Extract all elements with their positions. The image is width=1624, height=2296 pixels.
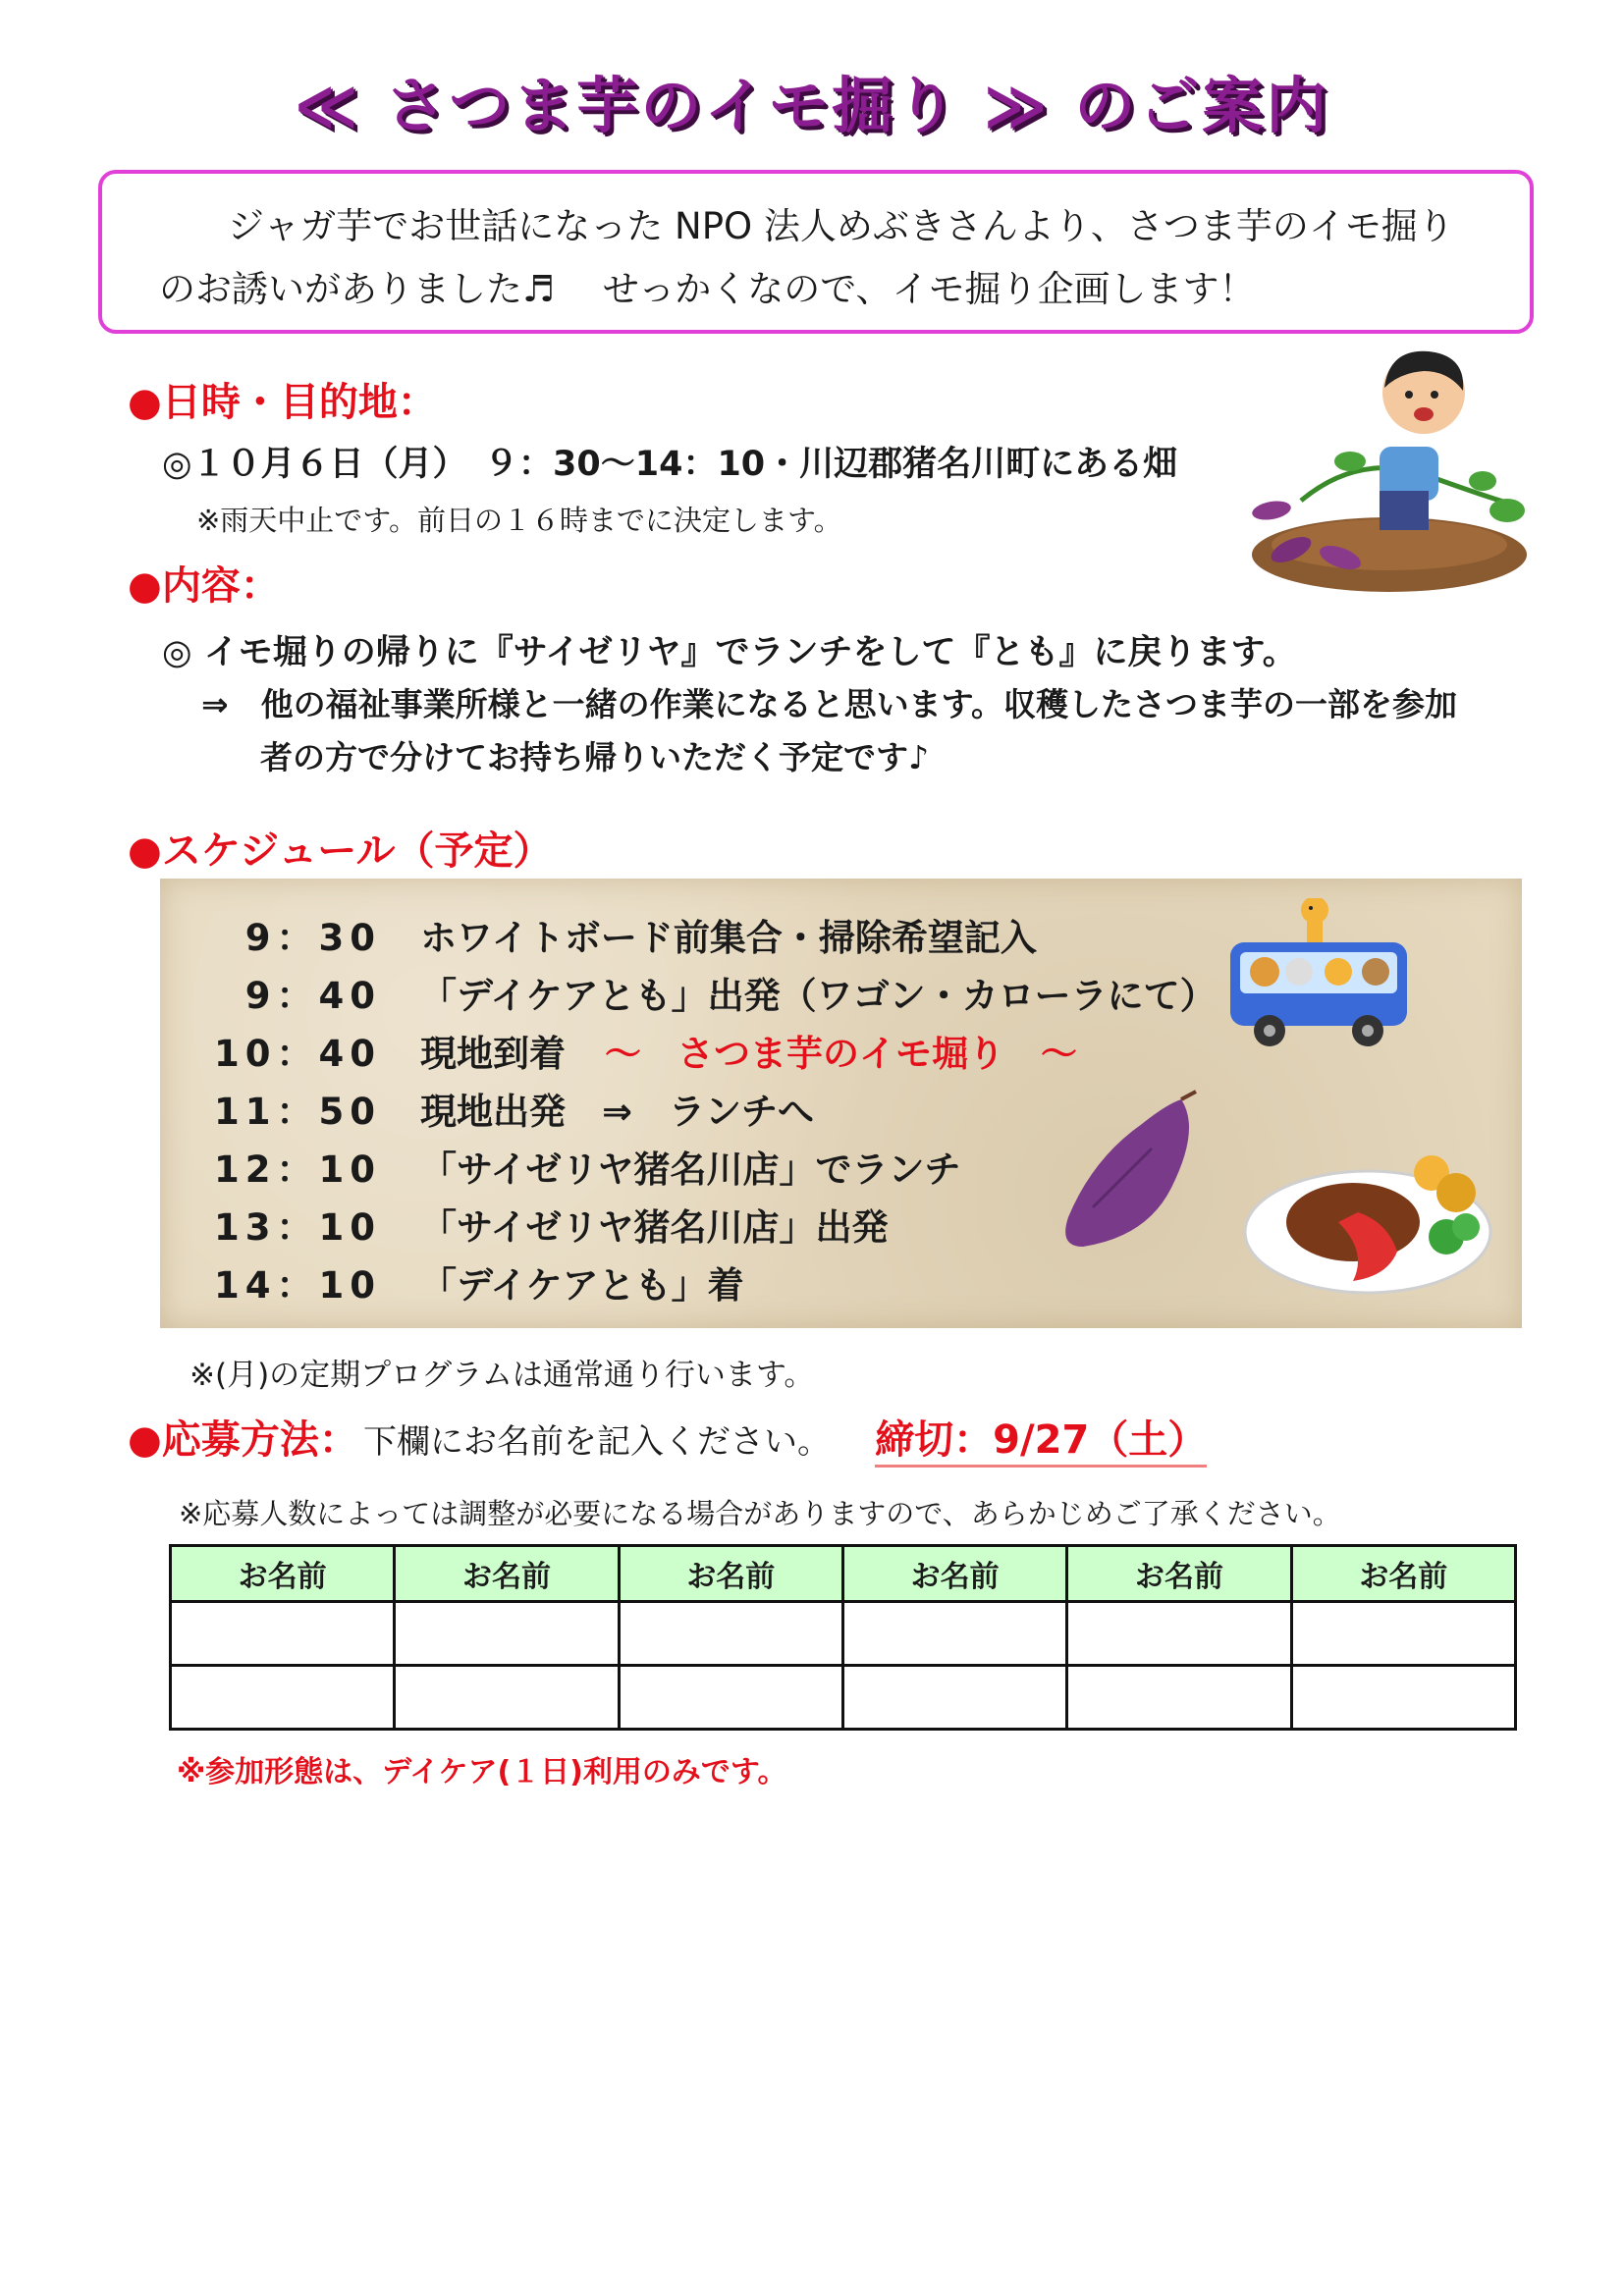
table-header: お名前 xyxy=(1291,1546,1515,1602)
schedule-time: 9：40 xyxy=(244,975,381,1017)
schedule-panel xyxy=(160,879,1522,1328)
sweet-potato-illustration xyxy=(1054,1090,1211,1256)
schedule-time: 9：30 xyxy=(244,917,381,959)
apply-note: ※応募人数によっては調整が必要になる場合がありますので、あらかじめご了承ください。 xyxy=(179,1497,1341,1530)
apply-text: 下欄にお名前を記入ください。 xyxy=(363,1422,831,1462)
table-header: お名前 xyxy=(171,1546,395,1602)
name-cell[interactable] xyxy=(395,1602,619,1666)
schedule-text: ホワイトボード前集合・掃除希望記入 xyxy=(420,917,1037,959)
apply-line xyxy=(128,1409,1207,1465)
table-row xyxy=(171,1666,1516,1730)
schedule-text-main: 現地到着 xyxy=(420,1033,566,1075)
content-heading: ●内容： xyxy=(128,563,280,609)
schedule-text xyxy=(420,1024,1077,1077)
boy-digging-illustration xyxy=(1232,344,1527,599)
intro-line-2: のお誘いがありました♬ せっかくなので、イモ掘り企画します！ xyxy=(159,268,1256,310)
table-header: お名前 xyxy=(1067,1546,1291,1602)
schedule-time: 11：50 xyxy=(214,1091,381,1133)
content-detail: ◎ イモ堀りの帰りに『サイゼリヤ』でランチをして『とも』に戻ります。 xyxy=(162,633,1297,672)
name-cell[interactable] xyxy=(171,1602,395,1666)
content-sub-line-1: ⇒ 他の福祉事業所様と一緒の作業になると思います。収穫したさつま芋の一部を参加 xyxy=(201,685,1458,723)
page-title: ≪ さつま芋のイモ掘り ≫ のご案内 xyxy=(294,70,1330,141)
table-header: お名前 xyxy=(619,1546,842,1602)
apply-deadline: 締切：9/27（土） xyxy=(875,1417,1207,1468)
name-cell[interactable] xyxy=(1291,1666,1515,1730)
schedule-text: 「デイケアとも」出発（ワゴン・カローラにて） xyxy=(420,975,1217,1017)
apply-heading: ●応募方法： xyxy=(128,1417,358,1463)
schedule-text: 「サイゼリヤ猪名川店」出発 xyxy=(420,1206,889,1249)
datetime-note: ※雨天中止です。前日の１６時までに決定します。 xyxy=(196,504,842,537)
schedule-text: 「サイゼリヤ猪名川店」でランチ xyxy=(420,1148,961,1191)
name-cell[interactable] xyxy=(395,1666,619,1730)
schedule-highlight: ～ さつま芋のイモ堀り ～ xyxy=(605,1033,1077,1075)
table-header: お名前 xyxy=(395,1546,619,1602)
intro-box xyxy=(98,170,1534,334)
hamburg-plate-illustration xyxy=(1240,1114,1505,1310)
name-cell[interactable] xyxy=(842,1666,1066,1730)
name-cell[interactable] xyxy=(1067,1666,1291,1730)
content-sub-line-2: 者の方で分けてお持ち帰りいただく予定です♪ xyxy=(260,738,930,776)
datetime-heading: ●日時・目的地： xyxy=(128,380,437,425)
name-cell[interactable] xyxy=(619,1666,842,1730)
table-header-row xyxy=(171,1546,1516,1602)
name-cell[interactable] xyxy=(1291,1602,1515,1666)
table-row xyxy=(171,1602,1516,1666)
datetime-detail: ◎１０月６日（月） ９：30～14：10・川辺郡猪名川町にある畑 xyxy=(162,445,1178,484)
intro-line-1: ジャガ芋でお世話になった NPO 法人めぶきさんより、さつま芋のイモ掘り xyxy=(228,205,1454,247)
name-cell[interactable] xyxy=(619,1602,842,1666)
schedule-time: 12：10 xyxy=(214,1148,381,1191)
schedule-time: 13：10 xyxy=(214,1206,381,1249)
schedule-note: ※(月)の定期プログラムは通常通り行います。 xyxy=(189,1358,815,1393)
bus-illustration xyxy=(1220,898,1417,1060)
schedule-time: 14：10 xyxy=(214,1264,381,1307)
participation-note: ※参加形態は、デイケア(１日)利用のみです。 xyxy=(177,1755,787,1789)
table-header: お名前 xyxy=(842,1546,1066,1602)
schedule-text: 「デイケアとも」着 xyxy=(420,1264,744,1307)
schedule-text: 現地出発 ⇒ ランチへ xyxy=(420,1091,815,1133)
name-cell[interactable] xyxy=(1067,1602,1291,1666)
schedule-time: 10：40 xyxy=(214,1033,381,1075)
schedule-heading: ●スケジュール（予定） xyxy=(128,828,553,874)
name-cell[interactable] xyxy=(842,1602,1066,1666)
name-entry-table xyxy=(169,1544,1517,1731)
name-cell[interactable] xyxy=(171,1666,395,1730)
